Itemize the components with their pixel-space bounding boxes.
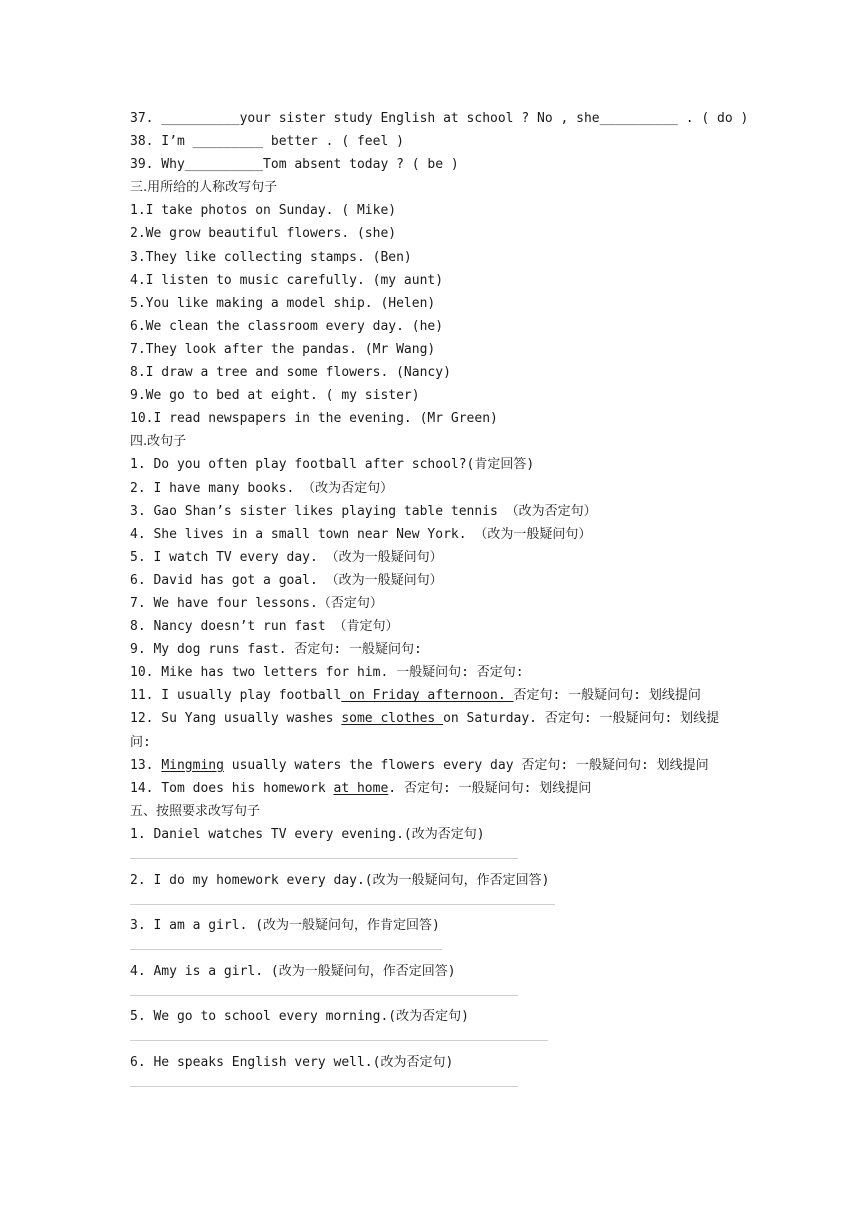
- s4-item-14-text: 14. Tom does his homework: [130, 780, 334, 796]
- answer-line-5: [130, 1028, 735, 1051]
- s3-item-7: 7.They look after the pandas. (Mr Wang): [130, 341, 436, 357]
- s3-item-2: 2.We grow beautiful flowers. (she): [130, 226, 397, 242]
- s4-item-7: 7. We have four lessons.（否定句）: [130, 595, 383, 611]
- s4-item-11-underlined: on Friday afternoon.: [341, 688, 514, 704]
- s4-item-3: 3. Gao Shan’s sister likes playing table tennis （改为否定句）: [130, 503, 597, 519]
- s3-item-9: 9.We go to bed at eight. ( my sister): [130, 388, 420, 404]
- s3-item-6: 6.We clean the classroom every day. (he): [130, 318, 444, 334]
- s4-item-10: 10. Mike has two letters for him. 一般疑问句: 否定句:: [130, 665, 524, 681]
- s4-item-6: 6. David has got a goal. （改为一般疑问句）: [130, 572, 443, 588]
- s4-item-4: 4. She lives in a small town near New York. （改为一般疑问句）: [130, 526, 592, 542]
- answer-line-3: [130, 937, 735, 960]
- answer-line-2: [130, 892, 735, 915]
- s4-item-14-underlined: at home: [333, 780, 389, 796]
- section-5-title: 五、按照要求改写句子: [130, 803, 261, 819]
- s3-item-10: 10.I read newspapers in the evening. (Mr Green): [130, 411, 498, 427]
- s4-item-12-underlined: some clothes: [341, 711, 444, 727]
- s4-item-11-text: 11. I usually play football: [130, 688, 342, 704]
- answer-line-4: [130, 983, 735, 1006]
- s4-item-2: 2. I have many books. （改为否定句）: [130, 480, 394, 496]
- s4-item-14: [130, 777, 735, 800]
- s4-item-8: 8. Nancy doesn’t run fast （肯定句）: [130, 619, 399, 635]
- s4-item-13: [130, 754, 735, 777]
- s3-item-8: 8.I draw a tree and some flowers. (Nancy): [130, 365, 451, 381]
- question-37: 37. __________your sister study English at school ? No , she__________ . ( do ): [130, 111, 749, 126]
- answer-line-1: [130, 846, 735, 869]
- question-39: 39. Why__________Tom absent today ? ( be ): [130, 157, 459, 173]
- s5-item-6: 6. He speaks English very well.(改为否定句): [130, 1054, 454, 1070]
- s4-item-13-text: 13.: [130, 757, 162, 773]
- section-3-title: 三.用所给的人称改写句子: [130, 180, 278, 196]
- s3-item-5: 5.You like making a model ship. (Helen): [130, 295, 436, 311]
- worksheet-content: [130, 107, 749, 1096]
- s4-item-11-prompt: 否定句: 一般疑问句: 划线提问: [513, 688, 701, 704]
- s4-item-13-underlined: Mingming: [161, 757, 224, 773]
- s5-item-2: 2. I do my homework every day.(改为一般疑问句，作否定回答): [130, 872, 550, 888]
- question-38: 38. I’m _________ better . ( feel ): [130, 134, 404, 150]
- s5-item-1: 1. Daniel watches TV every evening.(改为否定句): [130, 826, 485, 842]
- s3-item-3: 3.They like collecting stamps. (Ben): [130, 249, 412, 265]
- s4-item-12-text: 12. Su Yang usually washes: [130, 711, 342, 727]
- s4-item-5: 5. I watch TV every day. （改为一般疑问句）: [130, 549, 443, 565]
- section-4-title: 四.改句子: [130, 434, 187, 450]
- s4-item-1: 1. Do you often play football after school?(肯定回答): [130, 457, 535, 473]
- s5-item-5: 5. We go to school every morning.(改为否定句): [130, 1009, 469, 1025]
- s5-item-4: 4. Amy is a girl. (改为一般疑问句，作否定回答): [130, 963, 456, 979]
- answer-line-6: [130, 1074, 735, 1097]
- s4-item-12-prompt: on Saturday. 否定句: 一般疑问句: 划线提问:: [130, 711, 720, 750]
- s5-item-3: 3. I am a girl. (改为一般疑问句，作肯定回答): [130, 918, 440, 934]
- s3-item-4: 4.I listen to music carefully. (my aunt): [130, 272, 444, 288]
- s4-item-12: [130, 707, 735, 753]
- s4-item-9: 9. My dog runs fast. 否定句: 一般疑问句:: [130, 642, 422, 658]
- s3-item-1: 1.I take photos on Sunday. ( Mike): [130, 203, 397, 219]
- s4-item-14-prompt: . 否定句: 一般疑问句: 划线提问: [388, 780, 592, 796]
- s4-item-11: [130, 684, 735, 707]
- s4-item-13-prompt: usually waters the flowers every day 否定句: 一般疑问句: 划线提问: [223, 757, 709, 773]
